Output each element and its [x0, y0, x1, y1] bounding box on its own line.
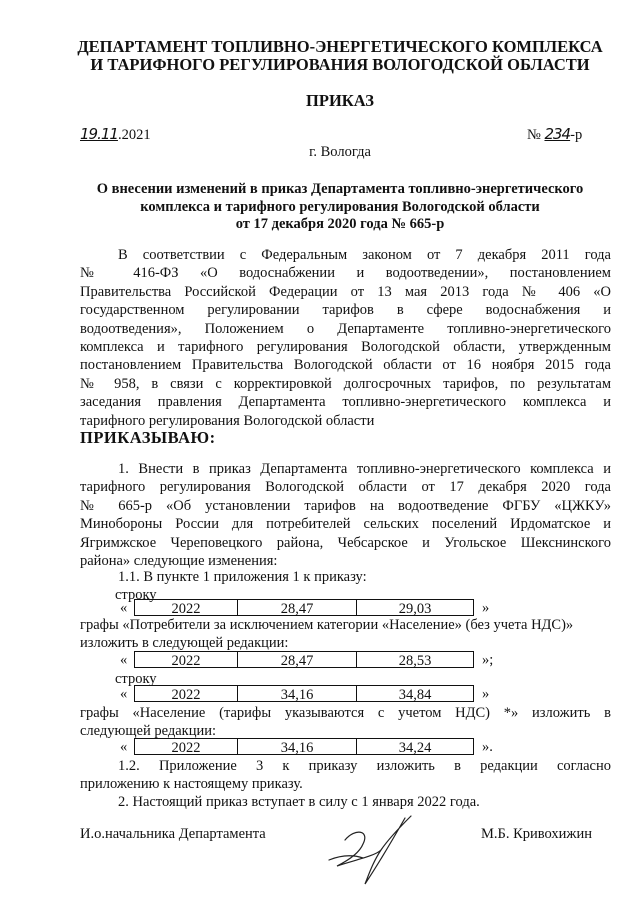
graph-text-1b: изложить в следующей редакции: — [80, 635, 289, 651]
item-1-line: тарифного регулирования Вологодской области от 17 декабря 2020 года — [80, 479, 611, 496]
signatory-position: И.о.начальника Департамента — [80, 826, 266, 842]
subject-line2: комплекса и тарифного регулирования Вологодской области — [140, 198, 540, 215]
table-row — [120, 599, 500, 617]
cell-value-2: 28,53 — [356, 651, 474, 668]
item-2: 2. Настоящий приказ вступает в силу с 1 января 2022 года. — [118, 794, 480, 810]
item-1-line: района» следующие изменения: — [80, 553, 278, 570]
item-1-1: 1.1. В пункте 1 приложения 1 к приказу: — [118, 569, 367, 585]
quote-open: « — [120, 652, 128, 668]
cell-value-1: 28,47 — [237, 599, 357, 616]
table-row — [120, 651, 510, 669]
preamble-line: комплекса и тарифного регулирования Вологодской области, утвержденным — [80, 339, 611, 356]
quote-close: » — [482, 686, 490, 702]
handwritten-signature — [315, 810, 425, 888]
item-1-2-line: приложению к настоящему приказу. — [80, 776, 303, 793]
graph-text-2b: следующей редакции: — [80, 723, 217, 740]
item-1-line: Минобороны России для потребителей сельских поселений Ирдоматское и — [80, 516, 611, 533]
item-1-2-line: 1.2. Приложение 3 к приказу изложить в редакции согласно — [118, 758, 611, 774]
label-stroku: строку — [115, 671, 157, 687]
order-word: ПРИКАЗЫВАЮ: — [80, 428, 216, 447]
quote-close: ». — [482, 739, 493, 755]
preamble-line: государственном регулировании тарифов в сфере водоснабжения и — [80, 302, 611, 319]
cell-value-1: 34,16 — [237, 685, 357, 702]
date-handwritten: 19.11 — [80, 125, 118, 143]
signatory-name: М.Б. Кривохижин — [481, 826, 592, 842]
cell-year: 2022 — [134, 685, 238, 702]
preamble-line: № 958, в связи с корректировкой долгосрочных тарифов, по результатам — [80, 375, 611, 392]
preamble — [80, 246, 611, 430]
document-date — [80, 125, 151, 144]
document-number — [527, 125, 582, 144]
table-row — [120, 738, 510, 756]
subject — [60, 181, 620, 234]
cell-year: 2022 — [134, 651, 238, 668]
cell-value-1: 28,47 — [237, 651, 357, 668]
number-prefix: № — [527, 127, 541, 143]
item-1-line: № 665-р «Об установлении тарифов на водоотведение ФГБУ «ЦЖКУ» — [80, 497, 611, 514]
cell-year: 2022 — [134, 738, 238, 755]
quote-open: « — [120, 739, 128, 755]
item-1-2 — [80, 757, 611, 794]
city: г. Вологда — [309, 144, 371, 160]
preamble-line: Правительства Российской Федерации от 13 мая 2013 года № 406 «О — [80, 283, 611, 300]
preamble-line: водоотведения», Положением о Департаменте топливно-энергетического — [80, 320, 611, 337]
quote-close: »; — [482, 652, 494, 668]
graph-text-2 — [80, 704, 611, 741]
number-handwritten: 234 — [544, 125, 571, 143]
subject-line3: от 17 декабря 2020 года № 665-р — [235, 216, 445, 232]
cell-value-1: 34,16 — [237, 738, 357, 755]
document-type: ПРИКАЗ — [306, 91, 374, 110]
item-1-line: 1. Внести в приказ Департамента топливно-энергетического комплекса и — [118, 461, 611, 477]
cell-value-2: 34,24 — [356, 738, 474, 755]
date-year: .2021 — [117, 127, 151, 143]
item-1 — [80, 460, 611, 570]
number-suffix: -р — [570, 127, 583, 143]
department-name-line2: И ТАРИФНОГО РЕГУЛИРОВАНИЯ ВОЛОГОДСКОЙ ОБЛАСТИ — [90, 55, 590, 74]
table-row — [120, 685, 500, 703]
preamble-line: постановлением Правительства Вологодской области от 16 ноября 2015 года — [80, 357, 611, 374]
quote-close: » — [482, 600, 490, 616]
cell-value-2: 29,03 — [356, 599, 474, 616]
department-name-line1: ДЕПАРТАМЕНТ ТОПЛИВНО-ЭНЕРГЕТИЧЕСКОГО КОМПЛЕКСА — [77, 37, 603, 56]
preamble-line: В соответствии с Федеральным законом от 7 декабря 2011 года — [118, 247, 611, 263]
preamble-line: № 416-ФЗ «О водоснабжении и водоотведении», постановлением — [80, 265, 611, 282]
label-stroku: строку — [115, 587, 157, 603]
subject-line1: О внесении изменений в приказ Департамента топливно-энергетического — [96, 181, 584, 197]
cell-value-2: 34,84 — [356, 685, 474, 702]
cell-year: 2022 — [134, 599, 238, 616]
preamble-line: тарифного регулирования Вологодской области — [80, 412, 375, 429]
item-1-line: Ягримжское Череповецкого района, Чебсарское и Угольское Шекснинского — [80, 534, 611, 551]
quote-open: « — [120, 686, 128, 702]
graph-text-2a: графы «Население (тарифы указываются с учетом НДС) *» изложить в — [80, 705, 611, 721]
quote-open: « — [120, 600, 128, 616]
graph-text-1a: графы «Потребители за исключением категории «Население» (без учета НДС)» — [80, 617, 574, 633]
preamble-line: заседания правления Департамента топливно-энергетического комплекса и — [80, 394, 611, 411]
